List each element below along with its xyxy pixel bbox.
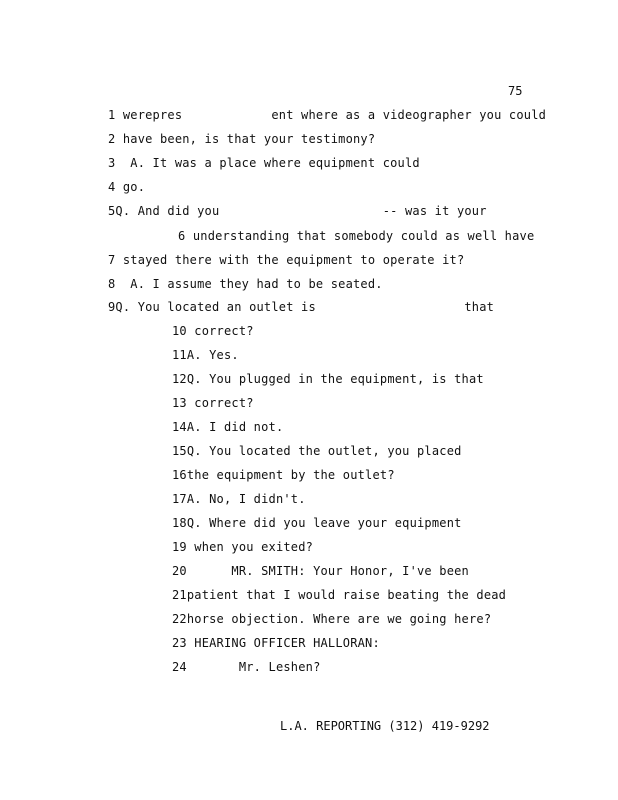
- transcript-line: 13 correct?: [172, 396, 254, 410]
- transcript-line: 7 stayed there with the equipment to operate it?: [108, 253, 465, 267]
- transcript-line: 11A. Yes.: [172, 348, 239, 362]
- transcript-line: 14A. I did not.: [172, 420, 284, 434]
- transcript-line: 10 correct?: [172, 324, 254, 338]
- transcript-line: 6 understanding that somebody could as well have: [178, 229, 535, 243]
- transcript-line: 16the equipment by the outlet?: [172, 468, 395, 482]
- transcript-line: 23 HEARING OFFICER HALLORAN:: [172, 636, 380, 650]
- transcript-line: 24 Mr. Leshen?: [172, 660, 321, 674]
- transcript-line: 12Q. You plugged in the equipment, is that: [172, 372, 484, 386]
- transcript-line: 20 MR. SMITH: Your Honor, I've been: [172, 564, 469, 578]
- transcript-line: 4 go.: [108, 180, 146, 194]
- transcript-line: 17A. No, I didn't.: [172, 492, 306, 506]
- transcript-line: 15Q. You located the outlet, you placed: [172, 444, 462, 458]
- page-footer: L.A. REPORTING (312) 419-9292: [280, 719, 490, 733]
- transcript-line: 2 have been, is that your testimony?: [108, 132, 376, 146]
- transcript-line: 9Q. You located an outlet is that: [108, 300, 495, 314]
- transcript-line: 1 werepres ent where as a videographer you could: [108, 108, 547, 122]
- transcript-line: 3 A. It was a place where equipment could: [108, 156, 420, 170]
- transcript-line: 5Q. And did you -- was it your: [108, 204, 487, 218]
- transcript-line: 19 when you exited?: [172, 540, 314, 554]
- transcript-line: 21patient that I would raise beating the dead: [172, 588, 507, 602]
- transcript-line: 8 A. I assume they had to be seated.: [108, 277, 383, 291]
- page-number: 75: [508, 84, 523, 98]
- transcript-line: 22horse objection. Where are we going here?: [172, 612, 492, 626]
- transcript-line: 18Q. Where did you leave your equipment: [172, 516, 462, 530]
